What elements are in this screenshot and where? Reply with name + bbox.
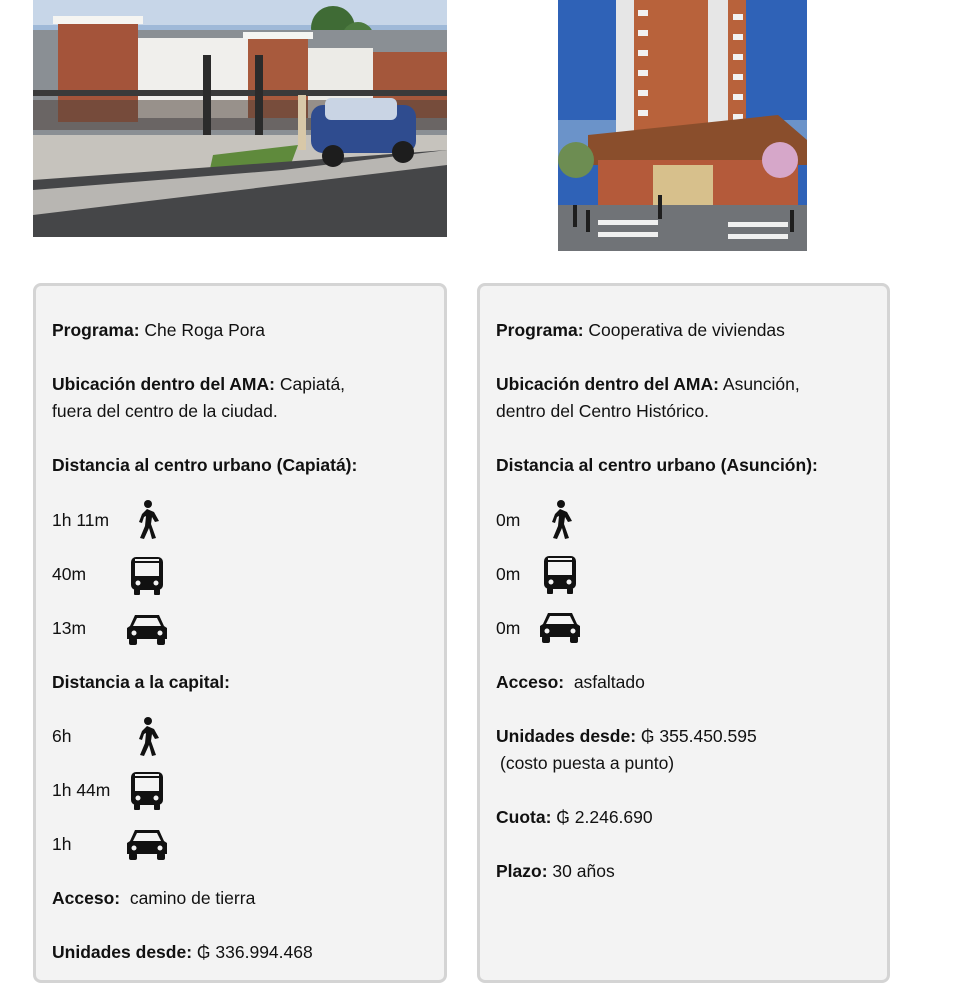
fee-line: Cuota: ₲ 2.246.690 <box>496 807 653 827</box>
capital-car-time: 1h <box>52 834 72 854</box>
car-icon <box>126 827 168 861</box>
program-card-che-roga-pora <box>33 283 447 983</box>
units-line: Unidades desde: ₲ 355.450.595 <box>496 726 757 746</box>
urban-bus-time: 0m <box>496 564 521 584</box>
location-detail: dentro del Centro Histórico. <box>496 401 710 421</box>
urban-car-time: 0m <box>496 618 521 638</box>
car-icon <box>539 610 581 644</box>
urban-distance-heading: Distancia al centro urbano (Asunción): <box>496 455 818 475</box>
capital-distance-heading: Distancia a la capital: <box>52 672 230 692</box>
urban-walk-time: 0m <box>496 510 521 530</box>
capital-bus-time: 1h 44m <box>52 780 111 800</box>
access-line: Acceso: camino de tierra <box>52 888 256 908</box>
location-detail: fuera del centro de la ciudad. <box>52 401 278 421</box>
location-line: Ubicación dentro del AMA: Asunción, <box>496 374 800 394</box>
urban-bus-time: 40m <box>52 564 87 584</box>
housing-photo-cooperativa <box>558 0 807 251</box>
walking-person-icon <box>134 500 160 540</box>
walking-person-icon <box>134 717 160 757</box>
urban-car-time: 13m <box>52 618 87 638</box>
bus-icon <box>543 555 577 595</box>
walking-person-icon <box>547 500 573 540</box>
urban-distance-heading: Distancia al centro urbano (Capiatá): <box>52 455 358 475</box>
units-line: Unidades desde: ₲ 336.994.468 <box>52 942 313 962</box>
capital-walk-time: 6h <box>52 726 72 746</box>
access-line: Acceso: asfaltado <box>496 672 645 692</box>
location-line: Ubicación dentro del AMA: Capiatá, <box>52 374 346 394</box>
bus-icon <box>130 556 164 596</box>
urban-walk-time: 1h 11m <box>52 510 110 530</box>
housing-photo-che-roga-pora <box>33 0 447 237</box>
units-note: (costo puesta a punto) <box>500 753 675 773</box>
bus-icon <box>130 771 164 811</box>
program-line: Programa: Cooperativa de viviendas <box>496 320 785 340</box>
program-card-cooperativa <box>477 283 890 983</box>
term-line: Plazo: 30 años <box>496 861 615 881</box>
car-icon <box>126 612 168 646</box>
program-line: Programa: Che Roga Pora <box>52 320 266 340</box>
